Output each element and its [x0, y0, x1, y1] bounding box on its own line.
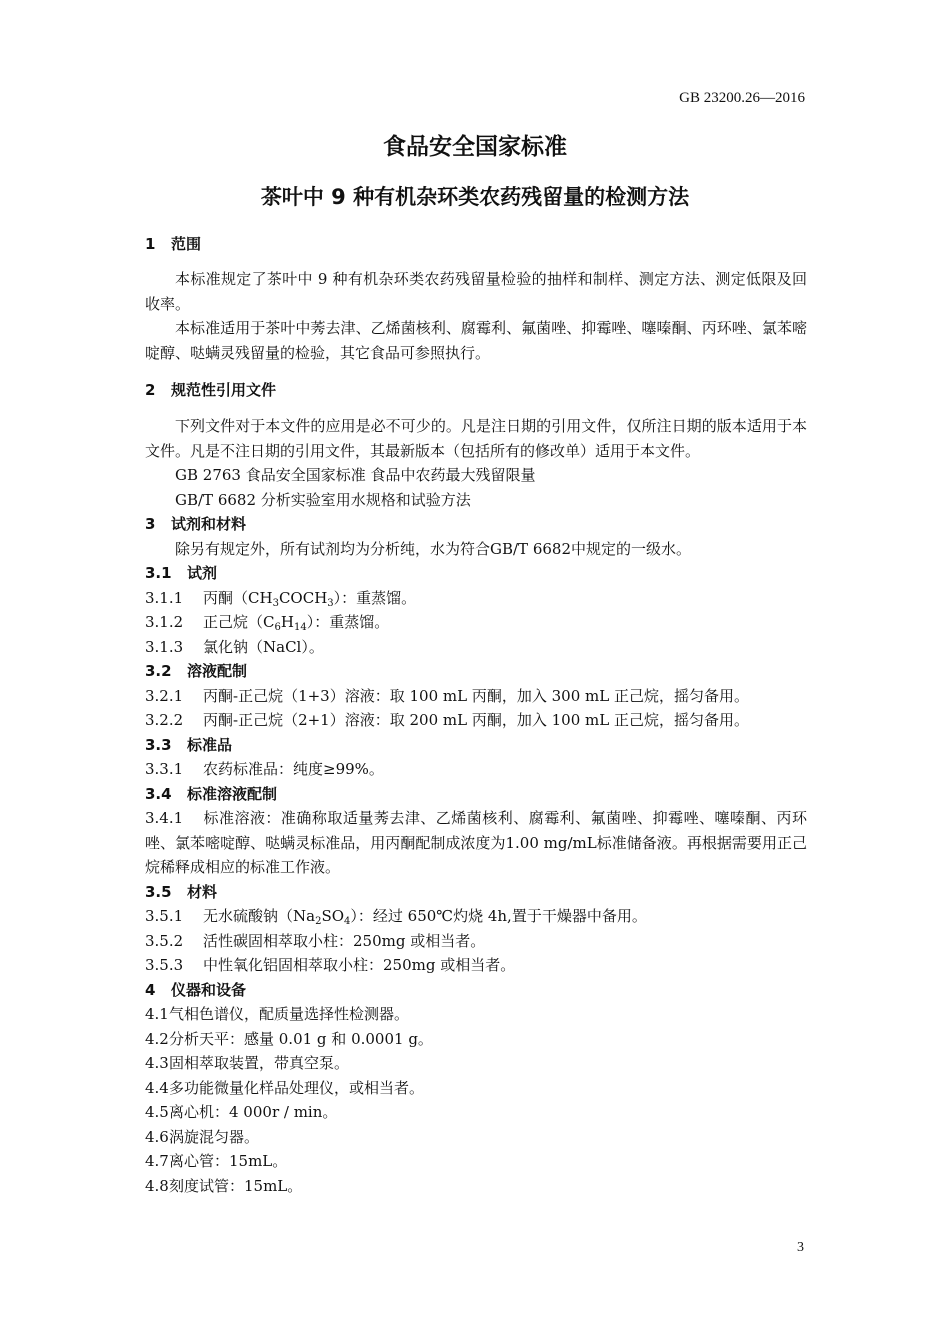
paragraph: 下列文件对于本文件的应用是必不可少的。凡是注日期的引用文件，仅所注日期的版本适用于本文件。凡是不注日期的引用文件，其最新版本（包括所有的修改单）适用于本文件。 [145, 417, 807, 460]
section-heading-1: 1 范围 [145, 235, 202, 253]
list-item: 4.4多功能微量化样品处理仪，或相当者。 [145, 1078, 425, 1097]
subsection-heading-3-5: 3.5 材料 [145, 882, 218, 901]
paragraph: 除另有规定外，所有试剂均为分析纯，水为符合GB/T 6682中规定的一级水。 [175, 539, 692, 558]
list-item: 3.5.1 无水硫酸钠$(Na_2SO_4)$：经过 650℃灼烧 4h,置于干燥器中备用。 [145, 907, 647, 927]
section-heading-2: 2 规范性引用文件 [145, 381, 277, 399]
page-number: 3 [797, 1240, 804, 1255]
subsection-heading-3-1: 3.1 试剂 [145, 564, 218, 582]
list-item: 3.3.1 农药标准品：纯度≥99%。 [145, 760, 384, 778]
subsection-heading-3-3: 3.3 标准品 [145, 735, 233, 754]
reference-item: GB/T 6682 分析实验室用水规格和试验方法 [175, 490, 471, 509]
document-title: 茶叶中 9 种有机杂环类农药残留量的检测方法 [260, 185, 690, 209]
list-item: 4.3固相萃取装置，带真空泵。 [145, 1054, 350, 1072]
list-item: 3.1.2 正己烷$(C_6H_{14})$：重蒸馏。 [145, 613, 390, 633]
paragraph: 本标准规定了茶叶中 9 种有机杂环类农药残留量检验的抽样和制样、测定方法、测定低限及回收率。 [145, 270, 807, 313]
document-body [145, 233, 807, 1198]
reference-item: GB 2763 食品安全国家标准 食品中农药最大残留限量 [175, 466, 536, 484]
list-item: 3.5.3 中性氧化铝固相萃取小柱：250mg 或相当者。 [145, 956, 516, 974]
list-item: 3.1.1 丙酮$(CH_3COCH_3)$：重蒸馏。 [145, 588, 417, 609]
section-heading-3: 3 试剂和材料 [145, 515, 247, 533]
list-item: 3.5.2 活性碳固相萃取小柱：250mg 或相当者。 [145, 931, 486, 950]
list-item: 3.1.3 氯化钠（NaCl）。 [145, 637, 324, 656]
list-item: 4.8刻度试管：15mL。 [145, 1176, 303, 1195]
subsection-heading-3-4: 3.4 标准溶液配制 [145, 784, 278, 803]
list-item: 4.2分析天平：感量 0.01 g 和 0.0001 g。 [145, 1029, 433, 1048]
section-heading-4: 4 仪器和设备 [145, 980, 247, 999]
subsection-heading-3-2: 3.2 溶液配制 [145, 662, 248, 680]
list-item: 4.6涡旋混匀器。 [145, 1127, 260, 1146]
list-item: 3.2.1 丙酮-正己烷（1+3）溶液：取 100 mL 丙酮，加入 300 mL 正己烷，摇匀备用。 [145, 686, 749, 705]
paragraph: 本标准适用于茶叶中莠去津、乙烯菌核利、腐霉利、氟菌唑、抑霉唑、噻嗪酮、丙环唑、氯苯嘧啶醇、哒螨灵残留量的检验，其它食品可参照执行。 [145, 319, 807, 362]
list-item: 4.1气相色谱仪，配质量选择性检测器。 [145, 1005, 410, 1023]
list-item: 3.2.2 丙酮-正己烷（2+1）溶液：取 200 mL 丙酮，加入 100 mL 正己烷，摇匀备用。 [145, 711, 749, 729]
document-code: GB 23200.26—2016 [679, 90, 805, 106]
list-item: 4.5离心机：4 000r / min。 [145, 1103, 338, 1121]
list-item: 3.4.1 标准溶液：准确称取适量莠去津、乙烯菌核利、腐霉利、氟菌唑、抑霉唑、噻嗪酮、丙环唑、氯苯嘧啶醇、哒螨灵标准品，用丙酮配制成浓度为1.00 mg/mL标准储备液。再根据需要用正己烷稀释成相应的标准工作液。 [145, 809, 807, 876]
list-item: 4.7离心管：15mL。 [145, 1152, 288, 1170]
standard-title: 食品安全国家标准 [383, 134, 567, 160]
